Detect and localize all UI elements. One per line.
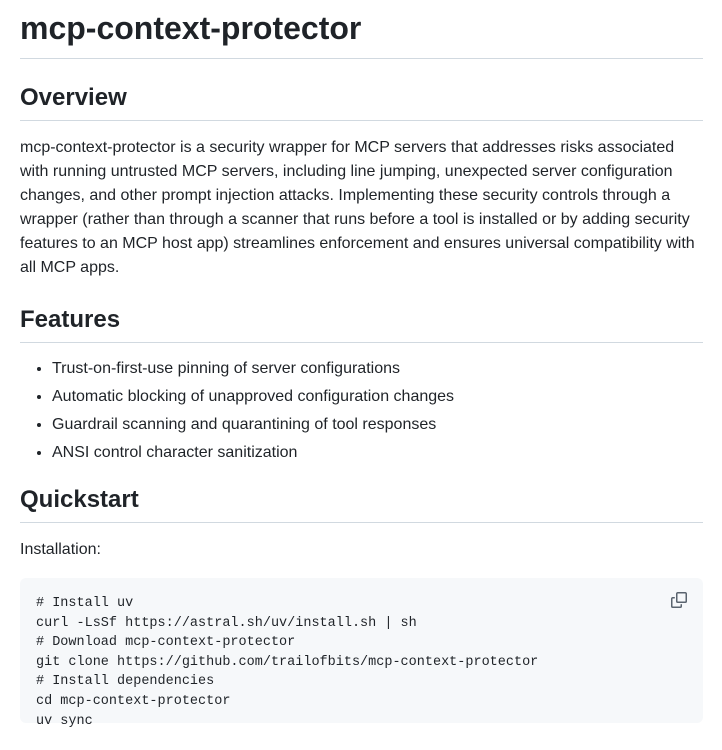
- copy-icon: [671, 592, 687, 608]
- features-list: [20, 359, 703, 463]
- list-item: • ANSI control character sanitization: [52, 443, 703, 463]
- list-item: • Guardrail scanning and quarantining of tool responses: [52, 415, 703, 435]
- list-item: • Automatic blocking of unapproved configuration changes: [52, 387, 703, 407]
- features-heading: Features: [20, 305, 703, 343]
- readme-document: [20, 0, 703, 729]
- page-title: mcp-context-protector: [20, 0, 703, 59]
- overview-paragraph: mcp-context-protector is a security wrapper for MCP servers that addresses risks associated with running untrusted MCP servers, including line jumping, unexpected server configuration changes, and other prompt injection attacks. Implementing these security controls through a wrapper (rather than through a scanner that runs before a tool is installed or by adding security features to an MCP host app) streamlines enforcement and ensures universal compatibility with all MCP apps.: [20, 139, 695, 276]
- installation-label: Installation:: [20, 541, 101, 558]
- overview-heading: Overview: [20, 83, 703, 121]
- code-content[interactable]: # Install uv curl -LsSf https://astral.sh/uv/install.sh | sh # Download mcp-context-protector git clone https://github.com/trailofbits/mcp-context-protector # Install dependencies cd mcp-context-protector uv sync: [36, 596, 539, 729]
- code-block: [20, 578, 703, 729]
- copy-button[interactable]: [669, 590, 689, 610]
- quickstart-heading: Quickstart: [20, 485, 703, 523]
- list-item: • Trust-on-first-use pinning of server configurations: [52, 359, 703, 379]
